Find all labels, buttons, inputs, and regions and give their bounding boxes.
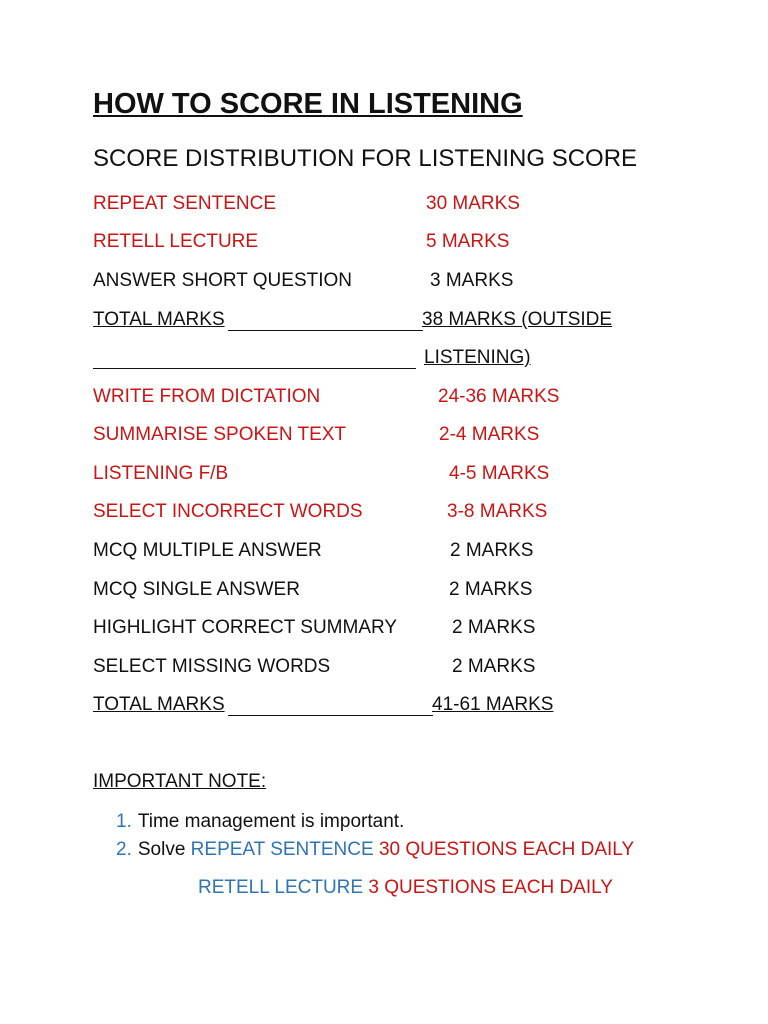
- note-highlight: REPEAT SENTENCE: [190, 839, 374, 860]
- row-label: HIGHLIGHT CORRECT SUMMARY: [93, 617, 398, 638]
- row-value: 2 MARKS: [452, 617, 536, 638]
- note-text: Time management is important.: [137, 811, 405, 832]
- score-row-mcq-single: [93, 579, 693, 605]
- score-row-repeat-sentence: [93, 193, 693, 219]
- score-row-highlight-correct-summary: [93, 617, 693, 643]
- list-number: 1.: [116, 811, 132, 832]
- score-row-mcq-multiple: [93, 540, 693, 566]
- score-row-summarise-spoken-text: [93, 424, 693, 450]
- row-value: 5 MARKS: [426, 231, 510, 252]
- note-title: IMPORTANT NOTE:: [93, 771, 267, 792]
- row-value: LISTENING): [424, 347, 531, 368]
- note-rest: 30 QUESTIONS EACH DAILY: [378, 839, 635, 860]
- page-subtitle: SCORE DISTRIBUTION FOR LISTENING SCORE: [93, 145, 638, 172]
- row-value: 4-5 MARKS: [449, 463, 550, 484]
- row-label: MCQ MULTIPLE ANSWER: [93, 540, 322, 561]
- row-value: 2 MARKS: [452, 656, 536, 677]
- row-label: MCQ SINGLE ANSWER: [93, 579, 300, 600]
- row-label: WRITE FROM DICTATION: [93, 386, 321, 407]
- page-title: HOW TO SCORE IN LISTENING: [93, 88, 523, 120]
- score-row-select-incorrect-words: [93, 501, 693, 527]
- list-number: 2.: [116, 839, 132, 860]
- row-value: 24-36 MARKS: [438, 386, 560, 407]
- continuation-highlight: RETELL LECTURE: [198, 877, 364, 898]
- row-value: 3-8 MARKS: [447, 501, 548, 522]
- note-prefix: Solve: [137, 839, 186, 860]
- score-row-select-missing-words: [93, 656, 693, 682]
- note-item-2: [116, 839, 634, 861]
- row-label: TOTAL MARKS: [93, 694, 225, 715]
- row-value: 2 MARKS: [450, 540, 534, 561]
- score-row-retell-lecture: [93, 231, 693, 257]
- row-value: 30 MARKS: [426, 193, 520, 214]
- score-row-listening-fb: [93, 463, 693, 489]
- row-label: SELECT MISSING WORDS: [93, 656, 331, 677]
- row-label: SELECT INCORRECT WORDS: [93, 501, 363, 522]
- row-value: 2 MARKS: [449, 579, 533, 600]
- row-label: TOTAL MARKS: [93, 309, 225, 330]
- score-row-answer-short-question: [93, 270, 693, 296]
- row-label: REPEAT SENTENCE: [93, 193, 277, 214]
- score-row-total-outside-cont: [93, 347, 693, 373]
- score-row-total-outside: [93, 309, 693, 335]
- score-row-total: [93, 694, 693, 720]
- note-item-1: [116, 811, 404, 833]
- row-value: 38 MARKS (OUTSIDE: [422, 309, 613, 330]
- row-label: ANSWER SHORT QUESTION: [93, 270, 352, 291]
- row-value: 2-4 MARKS: [439, 424, 540, 445]
- row-label: SUMMARISE SPOKEN TEXT: [93, 424, 347, 445]
- row-label: LISTENING F/B: [93, 463, 229, 484]
- underline-gap: [228, 694, 433, 716]
- continuation-rest: 3 QUESTIONS EACH DAILY: [368, 877, 613, 898]
- row-value: 41-61 MARKS: [432, 694, 554, 715]
- note-continuation: [198, 877, 613, 899]
- row-value: 3 MARKS: [430, 270, 514, 291]
- underline-gap: [228, 309, 423, 331]
- score-row-write-from-dictation: [93, 386, 693, 412]
- row-label: RETELL LECTURE: [93, 231, 259, 252]
